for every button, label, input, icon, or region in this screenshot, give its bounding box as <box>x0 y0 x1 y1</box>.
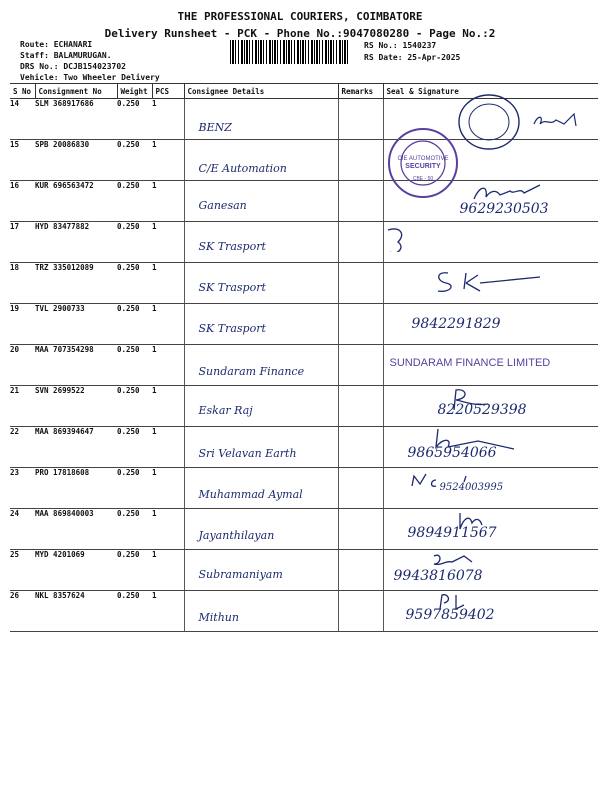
consignee-handwriting: SK Trasport <box>198 240 266 253</box>
col-consignment: Consignment No <box>35 84 117 99</box>
cell-consignment: SVN 2699522 <box>35 386 117 427</box>
cell-consignment: PRO 17818608 <box>35 468 117 509</box>
cell-weight: 0.250 <box>117 263 152 304</box>
cell-remarks <box>338 591 383 632</box>
vehicle-label: Vehicle: Two Wheeler Delivery <box>20 73 160 82</box>
cell-consignee <box>184 550 338 591</box>
cell-sno: 26 <box>10 591 35 632</box>
signature-phone: 9597859402 <box>405 607 495 623</box>
signature-scribble <box>386 226 516 252</box>
cell-pcs: 1 <box>152 140 184 181</box>
cell-pcs: 1 <box>152 222 184 263</box>
cell-sno: 14 <box>10 99 35 140</box>
cell-remarks <box>338 427 383 468</box>
cell-consignee <box>184 591 338 632</box>
cell-consignee <box>184 140 338 181</box>
cell-sno: 23 <box>10 468 35 509</box>
consignee-handwriting: BENZ <box>198 121 232 134</box>
cell-pcs: 1 <box>152 263 184 304</box>
cell-consignee <box>184 181 338 222</box>
svg-text:SECURITY: SECURITY <box>405 163 441 170</box>
rs-number: RS No.: 1540237 <box>364 41 437 50</box>
cell-pcs: 1 <box>152 509 184 550</box>
cell-consignment: KUR 696563472 <box>35 181 117 222</box>
signature-phone: 9842291829 <box>411 316 501 332</box>
cell-consignee <box>184 263 338 304</box>
cell-remarks <box>338 140 383 181</box>
cell-sno: 20 <box>10 345 35 386</box>
cell-signature <box>383 550 598 591</box>
cell-signature <box>383 263 598 304</box>
seal-stamp-top <box>456 92 522 152</box>
consignee-handwriting: Sri Velavan Earth <box>198 447 297 460</box>
cell-consignee <box>184 345 338 386</box>
cell-pcs: 1 <box>152 550 184 591</box>
table-row <box>10 263 598 304</box>
cell-sno: 17 <box>10 222 35 263</box>
col-signature: Seal & Signature <box>383 84 598 99</box>
cell-pcs: 1 <box>152 468 184 509</box>
staff-label: Staff: BALAMURUGAN. <box>20 51 112 60</box>
signature-scribble-top <box>530 112 582 132</box>
col-consignee: Consignee Details <box>184 84 338 99</box>
cell-consignee <box>184 386 338 427</box>
cell-consignment: MYD 4201069 <box>35 550 117 591</box>
cell-consignment: TVL 2900733 <box>35 304 117 345</box>
table-row <box>10 304 598 345</box>
cell-weight: 0.250 <box>117 181 152 222</box>
rs-date: RS Date: 25-Apr-2025 <box>364 53 461 62</box>
cell-remarks <box>338 263 383 304</box>
cell-consignee <box>184 468 338 509</box>
cell-signature <box>383 386 598 427</box>
consignee-handwriting: SK Trasport <box>198 322 266 335</box>
consignee-handwriting: SK Trasport <box>198 281 266 294</box>
table-row <box>10 181 598 222</box>
cell-pcs: 1 <box>152 591 184 632</box>
consignee-handwriting: Sundaram Finance <box>198 365 305 378</box>
table-row <box>10 345 598 386</box>
table-row <box>10 386 598 427</box>
signature-phone: 9629230503 <box>459 201 549 217</box>
cell-signature <box>383 222 598 263</box>
consignee-handwriting: Muhammad Aymal <box>198 488 303 501</box>
cell-pcs: 1 <box>152 181 184 222</box>
cell-consignment: SLM 368917686 <box>35 99 117 140</box>
barcode-image <box>230 40 348 64</box>
signature-phone: 8220529398 <box>437 402 527 418</box>
table-row <box>10 468 598 509</box>
cell-remarks <box>338 550 383 591</box>
col-remarks: Remarks <box>338 84 383 99</box>
table-row <box>10 591 598 632</box>
signature-phone: 9524003995 <box>439 482 504 493</box>
cell-consignment: MAA 869394647 <box>35 427 117 468</box>
cell-sno: 24 <box>10 509 35 550</box>
cell-remarks <box>338 386 383 427</box>
cell-remarks <box>338 345 383 386</box>
cell-remarks <box>338 509 383 550</box>
company-seal <box>386 126 460 200</box>
cell-signature <box>383 509 598 550</box>
cell-pcs: 1 <box>152 304 184 345</box>
consignee-handwriting: Eskar Raj <box>198 404 253 417</box>
company-stamp: SUNDARAM FINANCE LIMITED <box>389 357 551 369</box>
cell-weight: 0.250 <box>117 468 152 509</box>
cell-consignment: MAA 707354298 <box>35 345 117 386</box>
svg-text:CBE - 50: CBE - 50 <box>412 176 434 182</box>
signature-phone: 9865954066 <box>407 445 497 461</box>
drs-label: DRS No.: DCJB154023702 <box>20 62 126 71</box>
cell-remarks <box>338 222 383 263</box>
cell-consignee <box>184 99 338 140</box>
cell-consignment: HYD 83477882 <box>35 222 117 263</box>
cell-sno: 21 <box>10 386 35 427</box>
cell-weight: 0.250 <box>117 304 152 345</box>
cell-weight: 0.250 <box>117 99 152 140</box>
cell-consignee <box>184 222 338 263</box>
consignee-handwriting: Ganesan <box>198 199 247 212</box>
col-pcs: PCS <box>152 84 184 99</box>
col-weight: Weight <box>117 84 152 99</box>
cell-sno: 16 <box>10 181 35 222</box>
cell-sno: 19 <box>10 304 35 345</box>
cell-signature <box>383 345 598 386</box>
cell-consignment: MAA 869840003 <box>35 509 117 550</box>
company-title: THE PROFESSIONAL COURIERS, COIMBATORE <box>177 10 423 23</box>
cell-sno: 18 <box>10 263 35 304</box>
consignee-handwriting: Subramaniyam <box>198 568 283 581</box>
cell-remarks <box>338 304 383 345</box>
runsheet-table <box>10 83 598 632</box>
cell-sno: 25 <box>10 550 35 591</box>
signature-scribble <box>430 269 560 295</box>
consignee-handwriting: Mithun <box>198 611 239 624</box>
signature-phone: 9943816078 <box>393 568 483 584</box>
cell-signature <box>383 591 598 632</box>
consignee-handwriting: C/E Automation <box>198 162 287 175</box>
cell-signature <box>383 427 598 468</box>
runsheet-subtitle: Delivery Runsheet - PCK - Phone No.:9047080280 - Page No.:2 <box>104 27 496 40</box>
cell-pcs: 1 <box>152 427 184 468</box>
route-label: Route: ECHANARI <box>20 40 93 49</box>
cell-remarks <box>338 181 383 222</box>
cell-weight: 0.250 <box>117 591 152 632</box>
cell-consignee <box>184 304 338 345</box>
cell-pcs: 1 <box>152 386 184 427</box>
cell-consignee <box>184 509 338 550</box>
cell-consignment: TRZ 335012089 <box>35 263 117 304</box>
cell-signature <box>383 468 598 509</box>
cell-remarks <box>338 468 383 509</box>
signature-phone: 9894911567 <box>407 525 497 541</box>
cell-sno: 15 <box>10 140 35 181</box>
cell-weight: 0.250 <box>117 386 152 427</box>
cell-weight: 0.250 <box>117 345 152 386</box>
svg-text:CIE AUTOMOTIVE: CIE AUTOMOTIVE <box>397 156 449 162</box>
consignee-handwriting: Jayanthilayan <box>198 529 275 542</box>
cell-remarks <box>338 99 383 140</box>
cell-signature <box>383 304 598 345</box>
cell-sno: 22 <box>10 427 35 468</box>
table-row <box>10 550 598 591</box>
table-row <box>10 427 598 468</box>
col-sno: S No <box>10 84 35 99</box>
table-row <box>10 509 598 550</box>
table-row <box>10 222 598 263</box>
cell-weight: 0.250 <box>117 140 152 181</box>
cell-pcs: 1 <box>152 345 184 386</box>
cell-weight: 0.250 <box>117 222 152 263</box>
cell-pcs: 1 <box>152 99 184 140</box>
cell-consignment: SPB 20086830 <box>35 140 117 181</box>
cell-weight: 0.250 <box>117 427 152 468</box>
cell-weight: 0.250 <box>117 509 152 550</box>
cell-consignment: NKL 8357624 <box>35 591 117 632</box>
cell-consignee <box>184 427 338 468</box>
cell-weight: 0.250 <box>117 550 152 591</box>
